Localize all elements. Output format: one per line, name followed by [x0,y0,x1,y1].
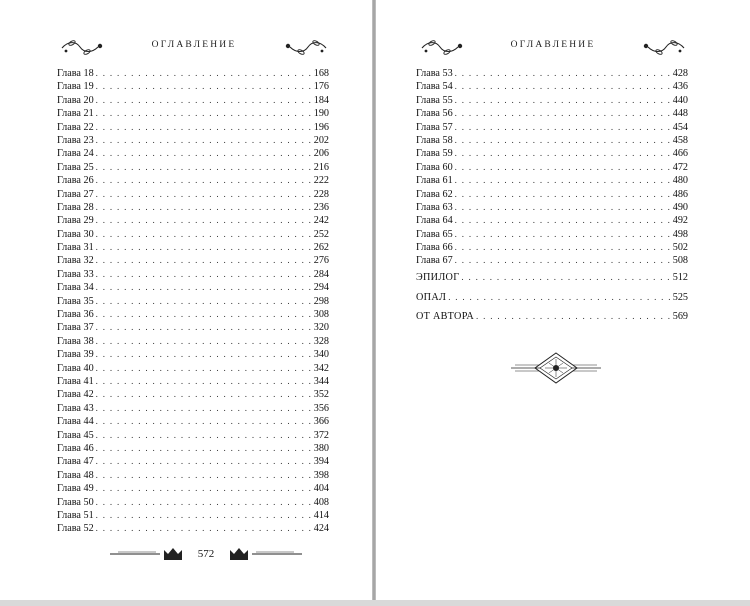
entry-page-number: 202 [313,134,329,146]
entry-page-number: 328 [313,335,329,347]
entry-page-number: 440 [672,94,688,106]
dot-leader [96,348,312,361]
toc-section-entry [416,288,688,308]
toc-entry [57,241,329,254]
entry-page-number: 502 [672,242,688,254]
dot-leader [448,288,671,308]
dot-leader [96,107,312,120]
entry-page-number: 408 [313,496,329,508]
entry-page-number: 298 [313,295,329,307]
entry-page-number: 525 [672,291,688,303]
entry-label: Глава 63 [416,201,453,213]
dot-leader [461,268,670,288]
toc-entry [57,80,329,93]
entry-label: Глава 51 [57,509,94,521]
entry-page-number: 508 [672,255,688,267]
entry-page-number: 498 [672,228,688,240]
dot-leader [96,134,312,147]
entry-page-number: 458 [672,134,688,146]
entry-page-number: 252 [313,228,329,240]
toc-entry [57,254,329,267]
dot-leader [455,241,671,254]
entry-page-number: 380 [313,442,329,454]
entry-label: Глава 62 [416,188,453,200]
toc-entry [57,348,329,361]
dot-leader [455,254,671,267]
toc-entry [57,482,329,495]
toc-entry [57,509,329,522]
entry-label: Глава 25 [57,161,94,173]
toc-entry [57,161,329,174]
entry-page-number: 569 [672,311,688,322]
dot-leader [455,161,671,174]
footer-rule-left [110,551,160,557]
entry-page-number: 428 [672,68,688,79]
dot-leader [96,174,312,187]
entry-label: Глава 39 [57,349,94,361]
entry-page-number: 276 [313,255,329,267]
entry-label: Глава 65 [416,228,453,240]
dot-leader [455,174,671,187]
dot-leader [96,455,312,468]
toc-entry [57,522,329,535]
entry-page-number: 424 [313,523,329,535]
entry-label: Глава 57 [416,121,453,133]
entry-page-number: 184 [313,94,329,106]
dot-leader [96,375,312,388]
toc-entry [57,228,329,241]
toc-entry [57,335,329,348]
entry-label: Глава 49 [57,483,94,495]
dot-leader [96,67,312,80]
entry-label: Глава 54 [416,81,453,93]
dot-leader [96,254,312,267]
entry-label: Глава 40 [57,362,94,374]
toc-entry [416,214,688,227]
dot-leader [96,268,312,281]
toc-entry [57,94,329,107]
entry-label: Глава 20 [57,94,94,106]
entry-label: ЭПИЛОГ [416,272,460,283]
entry-page-number: 414 [313,509,329,521]
entry-page-number: 394 [313,456,329,468]
toc-entry [57,496,329,509]
toc-entry [57,308,329,321]
entry-page-number: 344 [313,375,329,387]
table-of-contents [57,67,329,536]
entry-page-number: 168 [313,68,329,79]
toc-entry [57,201,329,214]
entry-page-number: 492 [672,215,688,227]
entry-label: Глава 28 [57,201,94,213]
dot-leader [96,241,312,254]
toc-entry [57,147,329,160]
dot-leader [96,522,312,535]
dot-leader [96,335,312,348]
dot-leader [455,228,671,241]
entry-label: Глава 44 [57,416,94,428]
entry-page-number: 340 [313,349,329,361]
toc-entry [416,147,688,160]
entry-label: Глава 43 [57,402,94,414]
entry-page-number: 466 [672,148,688,160]
dot-leader [96,201,312,214]
dot-leader [96,469,312,482]
entry-page-number: 294 [313,282,329,294]
dot-leader [96,161,312,174]
entry-page-number: 222 [313,175,329,187]
entry-label: Глава 32 [57,255,94,267]
dot-leader [455,188,671,201]
entry-page-number: 216 [313,161,329,173]
sections-list [416,268,688,327]
dot-leader [96,121,312,134]
toc-entry [57,469,329,482]
entry-page-number: 366 [313,416,329,428]
entry-label: Глава 67 [416,255,453,267]
entry-page-number: 284 [313,268,329,280]
dot-leader [96,482,312,495]
toc-entry [416,161,688,174]
crown-icon [228,546,250,560]
entry-page-number: 512 [672,272,688,283]
dot-leader [455,121,671,134]
dot-leader [455,134,671,147]
entry-page-number: 236 [313,201,329,213]
page-number: 572 [197,548,215,560]
entry-page-number: 206 [313,148,329,160]
toc-entry [57,362,329,375]
entry-label: Глава 42 [57,389,94,401]
dot-leader [96,402,312,415]
toc-entry [416,107,688,120]
entry-page-number: 398 [313,469,329,481]
entry-page-number: 372 [313,429,329,441]
dot-leader [96,295,312,308]
toc-entry [416,188,688,201]
entry-label: Глава 36 [57,309,94,321]
header-title: ОГЛАВЛЕНИЕ [510,40,596,50]
page-footer [110,543,302,565]
entry-label: Глава 55 [416,94,453,106]
floral-flourish-icon [642,37,686,57]
entry-page-number: 320 [313,322,329,334]
toc-entry [57,321,329,334]
dot-leader [455,107,671,120]
entry-label: Глава 66 [416,242,453,254]
left-page [0,0,372,606]
entry-label: Глава 34 [57,282,94,294]
entry-label: Глава 22 [57,121,94,133]
entry-page-number: 436 [672,81,688,93]
entry-label: Глава 53 [416,68,453,79]
entry-label: Глава 35 [57,295,94,307]
entry-page-number: 480 [672,175,688,187]
entry-page-number: 242 [313,215,329,227]
toc-entry [57,415,329,428]
entry-label: Глава 24 [57,148,94,160]
dot-leader [96,308,312,321]
entry-label: ОПАЛ [416,291,447,303]
entry-label: Глава 27 [57,188,94,200]
entry-page-number: 196 [313,121,329,133]
toc-entry [57,134,329,147]
right-page-header [420,37,686,57]
toc-section-entry [416,268,688,288]
entry-label: Глава 31 [57,242,94,254]
dot-leader [96,496,312,509]
dot-leader [96,80,312,93]
entry-label: Глава 19 [57,81,94,93]
toc-entry [57,214,329,227]
entry-label: Глава 48 [57,469,94,481]
toc-entry [416,241,688,254]
entry-page-number: 228 [313,188,329,200]
toc-entry [57,455,329,468]
entry-label: Глава 26 [57,175,94,187]
dot-leader [96,509,312,522]
toc-entry [57,295,329,308]
entry-label: Глава 18 [57,68,94,79]
toc-entry [57,107,329,120]
diamond-sunburst-icon [511,351,601,385]
dot-leader [455,94,671,107]
dot-leader [96,362,312,375]
dot-leader [455,67,671,80]
entry-label: Глава 58 [416,134,453,146]
left-page-header [60,37,328,57]
toc-entry [416,121,688,134]
toc-entry [416,201,688,214]
toc-entry [416,228,688,241]
toc-entry [57,174,329,187]
toc-entry [57,67,329,80]
entry-label: Глава 45 [57,429,94,441]
table-of-contents [416,67,688,268]
entry-label: Глава 33 [57,268,94,280]
entry-label: Глава 21 [57,108,94,120]
entry-label: Глава 64 [416,215,453,227]
entry-label: Глава 46 [57,442,94,454]
toc-entry [57,121,329,134]
entry-label: Глава 61 [416,175,453,187]
dot-leader [96,281,312,294]
entry-label: Глава 41 [57,375,94,387]
toc-entry [416,80,688,93]
entry-page-number: 352 [313,389,329,401]
dot-leader [96,415,312,428]
entry-page-number: 454 [672,121,688,133]
dot-leader [476,307,671,327]
right-page [376,0,750,606]
entry-label: Глава 38 [57,335,94,347]
entry-label: Глава 37 [57,322,94,334]
entry-page-number: 308 [313,309,329,321]
dot-leader [455,201,671,214]
toc-entry [57,375,329,388]
toc-entry [57,402,329,415]
dot-leader [455,147,671,160]
dot-leader [455,214,671,227]
toc-entry [416,94,688,107]
entry-label: Глава 30 [57,228,94,240]
footer-rule-right [252,551,302,557]
entry-page-number: 176 [313,81,329,93]
entry-label: Глава 50 [57,496,94,508]
entry-page-number: 190 [313,108,329,120]
toc-entry [416,67,688,80]
entry-label: Глава 23 [57,134,94,146]
dot-leader [96,188,312,201]
dot-leader [96,442,312,455]
dot-leader [455,80,671,93]
entry-page-number: 490 [672,201,688,213]
dot-leader [96,214,312,227]
toc-entry [57,268,329,281]
toc-section-entry [416,307,688,327]
toc-entry [57,442,329,455]
entry-page-number: 404 [313,483,329,495]
header-title: ОГЛАВЛЕНИЕ [151,40,237,50]
floral-flourish-icon [284,37,328,57]
toc-entry [416,134,688,147]
toc-entry [57,429,329,442]
toc-entry [57,281,329,294]
page-bottom-edge [0,600,750,606]
dot-leader [96,429,312,442]
entry-label: Глава 47 [57,456,94,468]
dot-leader [96,94,312,107]
dot-leader [96,147,312,160]
entry-label: Глава 56 [416,108,453,120]
entry-page-number: 486 [672,188,688,200]
entry-page-number: 262 [313,242,329,254]
toc-entry [57,388,329,401]
toc-entry [416,254,688,267]
crown-icon [162,546,184,560]
dot-leader [96,321,312,334]
entry-label: ОТ АВТОРА [416,311,475,322]
entry-label: Глава 60 [416,161,453,173]
entry-page-number: 342 [313,362,329,374]
toc-entry [57,188,329,201]
entry-page-number: 448 [672,108,688,120]
entry-page-number: 356 [313,402,329,414]
entry-label: Глава 29 [57,215,94,227]
entry-label: Глава 59 [416,148,453,160]
entry-label: Глава 52 [57,523,94,535]
dot-leader [96,388,312,401]
toc-entry [416,174,688,187]
dot-leader [96,228,312,241]
entry-page-number: 472 [672,161,688,173]
